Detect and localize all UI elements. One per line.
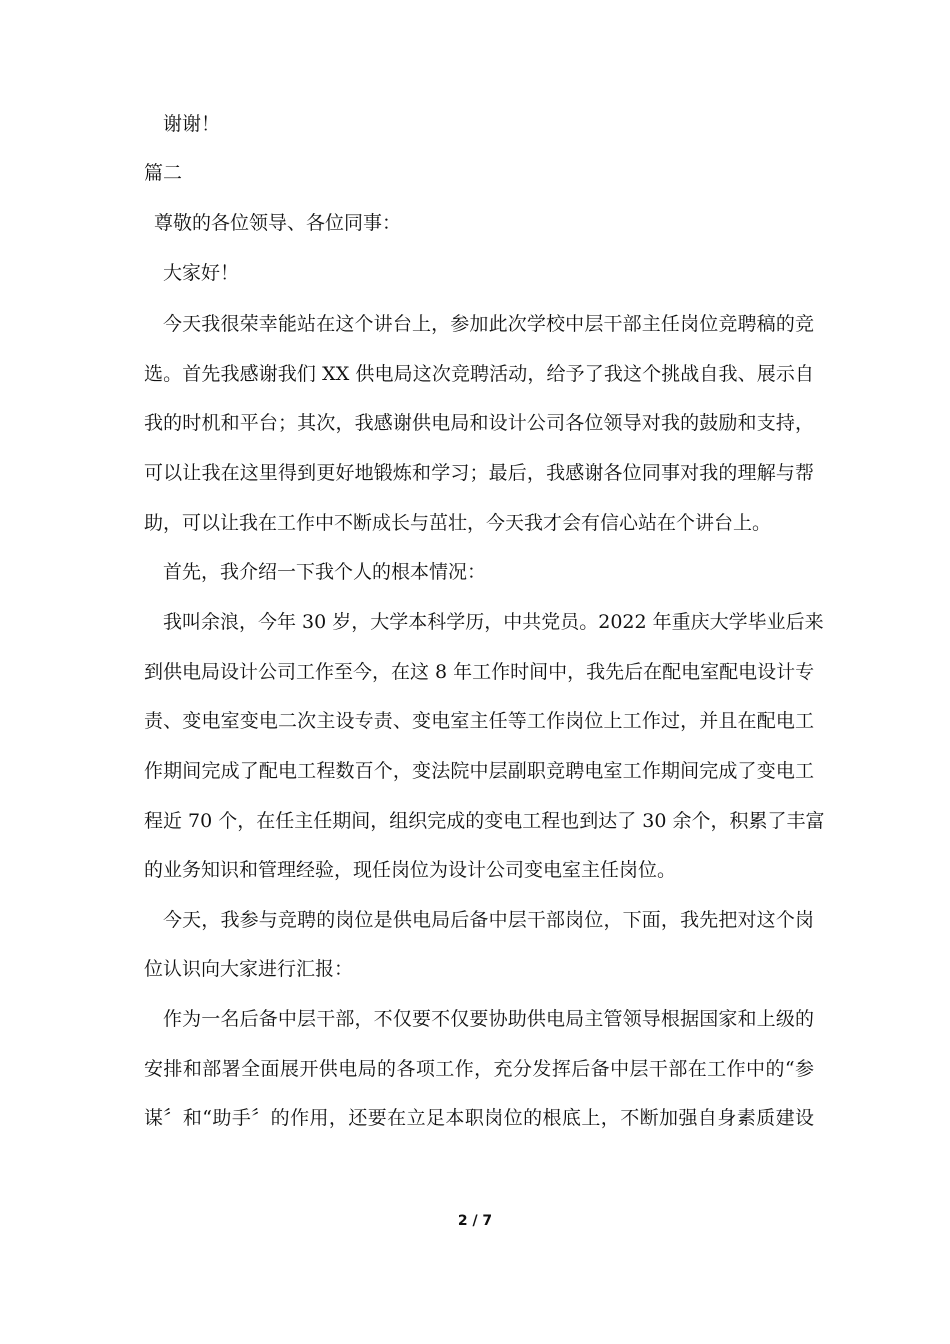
paragraph-line: 的业务知识和管理经验，现任岗位为设计公司变电室主任岗位。 bbox=[144, 859, 677, 881]
paragraph-line: 助，可以让我在工作中不断成长与茁壮，今天我才会有信心站在个讲台上。 bbox=[144, 512, 772, 534]
paragraph-line: 作期间完成了配电工程数百个，变法院中层副职竞聘电室工作期间完成了变电工 bbox=[144, 760, 814, 782]
page-number: 2 / 7 bbox=[457, 1213, 493, 1229]
closing-thanks: 谢谢！ bbox=[163, 113, 221, 135]
paragraph-line: 首先，我介绍一下我个人的根本情况： bbox=[163, 561, 487, 583]
paragraph-line: 程近 70 个，在任主任期间，组织完成的变电工程也到达了 30 余个，积累了丰富 bbox=[144, 810, 825, 832]
paragraph-line: 今天，我参与竞聘的岗位是供电局后备中层干部岗位，下面，我先把对这个岗 bbox=[163, 909, 814, 931]
salutation: 尊敬的各位领导、各位同事： bbox=[154, 212, 402, 234]
paragraph-line: 谋〞和“助手〞的作用，还要在立足本职岗位的根底上，不断加强自身素质建设 bbox=[144, 1107, 814, 1129]
paragraph-line: 可以让我在这里得到更好地锻炼和学习；最后，我感谢各位同事对我的理解与帮 bbox=[144, 462, 814, 484]
paragraph-line: 位认识向大家进行汇报： bbox=[144, 958, 354, 980]
paragraph-line: 安排和部署全面展开供电局的各项工作，充分发挥后备中层干部在工作中的“参 bbox=[144, 1058, 814, 1080]
paragraph-line: 作为一名后备中层干部，不仅要不仅要协助供电局主管领导根据国家和上级的 bbox=[163, 1008, 814, 1030]
greeting: 大家好！ bbox=[163, 262, 240, 284]
paragraph-line: 选。首先我感谢我们 XX 供电局这次竞聘活动，给予了我这个挑战自我、展示自 bbox=[144, 363, 814, 385]
paragraph-line: 今天我很荣幸能站在这个讲台上，参加此次学校中层干部主任岗位竞聘稿的竞 bbox=[163, 313, 814, 335]
paragraph-line: 我的时机和平台；其次，我感谢供电局和设计公司各位领导对我的鼓励和支持， bbox=[144, 412, 814, 434]
section-heading: 篇二 bbox=[144, 162, 183, 184]
paragraph-line: 责、变电室变电二次主设专责、变电室主任等工作岗位上工作过，并且在配电工 bbox=[144, 710, 814, 732]
paragraph-line: 我叫余浪，今年 30 岁，大学本科学历，中共党员。2022 年重庆大学毕业后来 bbox=[163, 611, 824, 633]
paragraph-line: 到供电局设计公司工作至今，在这 8 年工作时间中，我先后在配电室配电设计专 bbox=[144, 661, 815, 683]
